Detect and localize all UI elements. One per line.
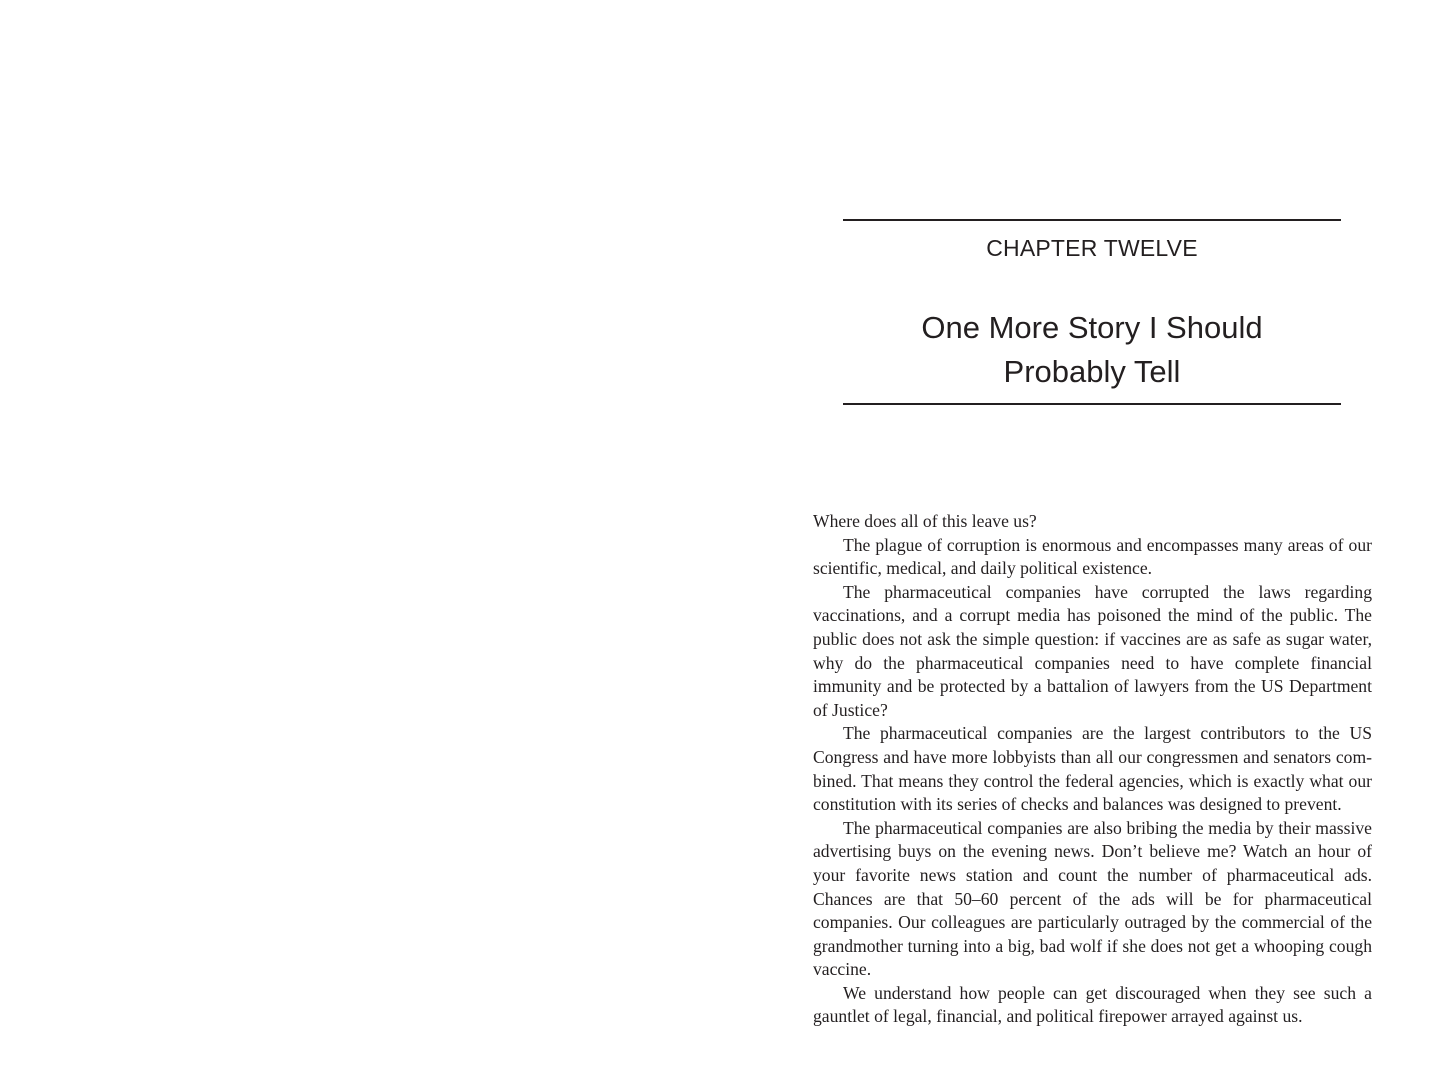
paragraph-5: The pharmaceutical companies are also bribing the media by their massive advertising buys on the evening news. Don’t believe me? Watch an hour of your favorite news station and count the number of pharmaceutical ads. Chances are that 50–60 percent of the ads will be for pharmaceutical companies. Our colleagues are particularly outraged by the commercial of the grandmother turning into a big, bad wolf if she does not get a whooping cough vaccine.	[813, 817, 1372, 980]
paragraph-6: We understand how people can get discouraged when they see such a gauntlet of legal, financial, and political firepower arrayed against us.	[813, 982, 1372, 1027]
chapter-title	[843, 306, 1341, 394]
paragraph-2: The plague of corruption is enormous and encompasses many areas of our scientific, medical, and daily political existence.	[813, 534, 1372, 579]
paragraph-4: The pharmaceutical companies are the largest contributors to the US Congress and have more lobbyists than all our congressmen and senators combined. That means they control the federal agencies, which is exactly what our constitution with its series of checks and balances was designed to prevent.	[813, 723, 1372, 815]
chapter-label: CHAPTER TWELVE	[986, 235, 1198, 261]
chapter-top-rule	[843, 219, 1341, 221]
paragraph-1: Where does all of this leave us?	[813, 511, 1037, 531]
chapter-title-line-2: Probably Tell	[1003, 354, 1181, 389]
paragraph-3: The pharmaceutical companies have corrupted the laws regarding vaccinations, and a corrupt media has poisoned the mind of the public. The public does not ask the simple question: if vaccines are as safe as sugar water, why do the pharmaceutical companies need to have complete financial immunity and be protected by a battalion of lawyers from the US Department of Justice?	[813, 581, 1372, 720]
left-page-blank	[0, 0, 722, 1083]
chapter-bottom-rule	[843, 403, 1341, 405]
chapter-body	[813, 510, 1372, 1029]
chapter-title-line-1: One More Story I Should	[921, 310, 1263, 345]
